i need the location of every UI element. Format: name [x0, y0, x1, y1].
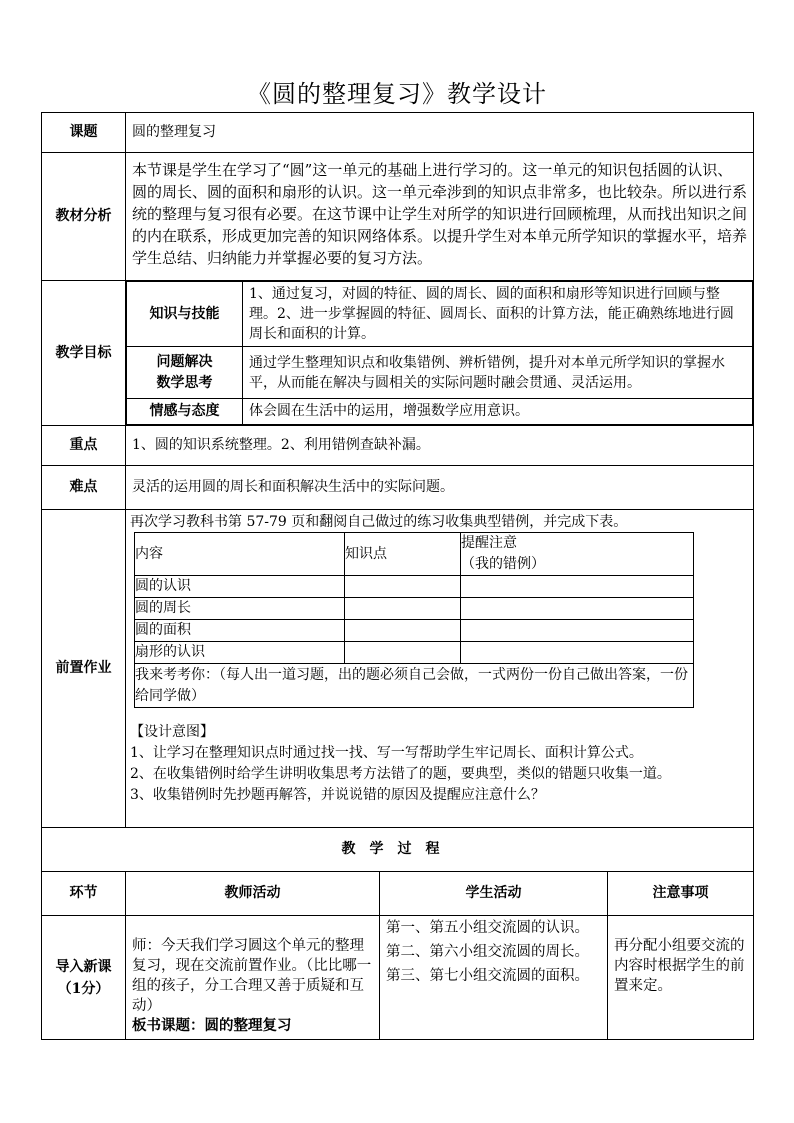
- process-teacher: [126, 916, 380, 1040]
- homework-cell: [126, 510, 754, 828]
- process-notes: 再分配小组要交流的内容时根据学生的前置来定。: [608, 916, 754, 1040]
- teacher-activity: 师：今天我们学习圆这个单元的整理复习，现在交流前置作业。（比比哪一组的孩子，分工合理又善于质疑和互动）: [132, 938, 372, 1014]
- keypoint-text: 1、圆的知识系统整理。2、利用错例查缺补漏。: [126, 426, 754, 466]
- hw-cell: [345, 576, 461, 598]
- difficulty-label: 难点: [42, 466, 126, 510]
- hw-row: [135, 620, 694, 642]
- student-activity: 第一、第五小组交流圆的认识。: [386, 920, 589, 936]
- process-title: 教学过程: [42, 828, 754, 872]
- lesson-plan-table: [41, 112, 754, 1040]
- goals-row: [42, 281, 754, 426]
- goal-text-knowledge: 1、通过复习，对圆的特征、圆的周长、圆的面积和扇形等知识进行回顾与整理。2、进一步掌握圆的特征、圆周长、面积的计算方法，能正确熟练地进行圆周长和面积的计算。: [243, 282, 753, 347]
- process-stage-name: 导入新课: [55, 958, 112, 975]
- hw-cell: [461, 620, 694, 642]
- goal-label-emotion: 情感与态度: [127, 399, 243, 425]
- process-stage-time: （1分）: [57, 980, 110, 997]
- hw-quiz: 我来考考你：（每人出一道习题，出的题必须自己会做，一式两份一份自己做出答案，一份给同学做）: [135, 664, 694, 708]
- design-intent-item: 3、收集错例时先抄题再解答，并说说错的原因及提醒应注意什么？: [130, 787, 545, 803]
- keypoint-label: 重点: [42, 426, 126, 466]
- difficulty-text: 灵活的运用圆的周长和面积解决生活中的实际问题。: [126, 466, 754, 510]
- analysis-label: 教材分析: [42, 153, 126, 281]
- hw-row: [135, 598, 694, 620]
- hw-header-knowledge: 知识点: [345, 533, 461, 576]
- process-title-row: [42, 828, 754, 872]
- design-intent-item: 2、在收集错例时给学生讲明收集思考方法错了的题，要典型，类似的错题只收集一道。: [130, 766, 671, 782]
- process-header-row: [42, 872, 754, 916]
- goal-row-knowledge: [127, 282, 753, 347]
- hw-cell: [461, 598, 694, 620]
- homework-table: [134, 532, 694, 708]
- board-title: 板书课题：圆的整理复习: [132, 1017, 292, 1034]
- process-student: [380, 916, 608, 1040]
- topic-row: [42, 113, 754, 153]
- keypoint-row: [42, 426, 754, 466]
- hw-row-label: 圆的周长: [135, 598, 345, 620]
- process-row-intro: [42, 916, 754, 1040]
- goal-text-emotion: 体会圆在生活中的运用，增强数学应用意识。: [243, 399, 753, 425]
- analysis-row: [42, 153, 754, 281]
- hw-cell: [461, 576, 694, 598]
- hw-header-mistakes: （我的错例）: [461, 556, 545, 572]
- goals-label: 教学目标: [42, 281, 126, 426]
- hw-row: [135, 642, 694, 664]
- process-header-stage: 环节: [42, 872, 126, 916]
- design-intent-title: 【设计意图】: [130, 724, 214, 740]
- process-header-student: 学生活动: [380, 872, 608, 916]
- student-activity: 第三、第七小组交流圆的面积。: [386, 968, 589, 984]
- goal-text-thinking: 通过学生整理知识点和收集错例、辨析错例，提升对本单元所学知识的掌握水平，从而能在解决与圆相关的实际问题时融会贯通、灵活运用。: [243, 347, 753, 399]
- hw-header-content: 内容: [135, 533, 345, 576]
- homework-intro: 再次学习教科书第 57-79 页和翻阅自己做过的练习收集典型错例，并完成下表。: [130, 514, 628, 530]
- goal-row-thinking: [127, 347, 753, 399]
- design-intent: [130, 722, 749, 806]
- hw-cell: [345, 642, 461, 664]
- goal-label-thinking: [127, 347, 243, 399]
- goals-table: [126, 281, 753, 425]
- design-intent-item: 1、让学习在整理知识点时通过找一找、写一写帮助学生牢记周长、面积计算公式。: [130, 745, 643, 761]
- process-stage: [42, 916, 126, 1040]
- process-header-notes: 注意事项: [608, 872, 754, 916]
- goal-label-math: 数学思考: [156, 374, 213, 391]
- difficulty-row: [42, 466, 754, 510]
- hw-quiz-row: [135, 664, 694, 708]
- hw-row-label: 圆的面积: [135, 620, 345, 642]
- process-header-teacher: 教师活动: [126, 872, 380, 916]
- topic-label: 课题: [42, 113, 126, 153]
- hw-cell: [345, 620, 461, 642]
- topic-value: 圆的整理复习: [126, 113, 754, 153]
- hw-cell: [461, 642, 694, 664]
- homework-row: [42, 510, 754, 828]
- hw-row-label: 扇形的认识: [135, 642, 345, 664]
- hw-row-label: 圆的认识: [135, 576, 345, 598]
- hw-header-notes: [461, 533, 694, 576]
- hw-header-row: [135, 533, 694, 576]
- goal-row-emotion: [127, 399, 753, 425]
- homework-label: 前置作业: [42, 510, 126, 828]
- hw-header-reminder: 提醒注意: [461, 535, 517, 551]
- hw-cell: [345, 598, 461, 620]
- hw-row: [135, 576, 694, 598]
- analysis-text: 本节课是学生在学习了“圆”这一单元的基础上进行学习的。这一单元的知识包括圆的认识、圆的周长、圆的面积和扇形的认识。这一单元牵涉到的知识点非常多，也比较杂。所以进行系统的整理与复习很有必要。在这节课中让学生对所学的知识进行回顾梳理，从而找出知识之间的内在联系，形成更加完善的知识网络体系。以提升学生对本单元所学知识的掌握水平，培养学生总结、归纳能力并掌握必要的复习方法。: [126, 153, 754, 281]
- page-title: 《圆的整理复习》教学设计: [247, 80, 547, 108]
- goal-label-knowledge: 知识与技能: [127, 282, 243, 347]
- goal-label-problem: 问题解决: [156, 353, 213, 370]
- goals-cell: [126, 281, 754, 426]
- student-activity: 第二、第六小组交流圆的周长。: [386, 944, 589, 960]
